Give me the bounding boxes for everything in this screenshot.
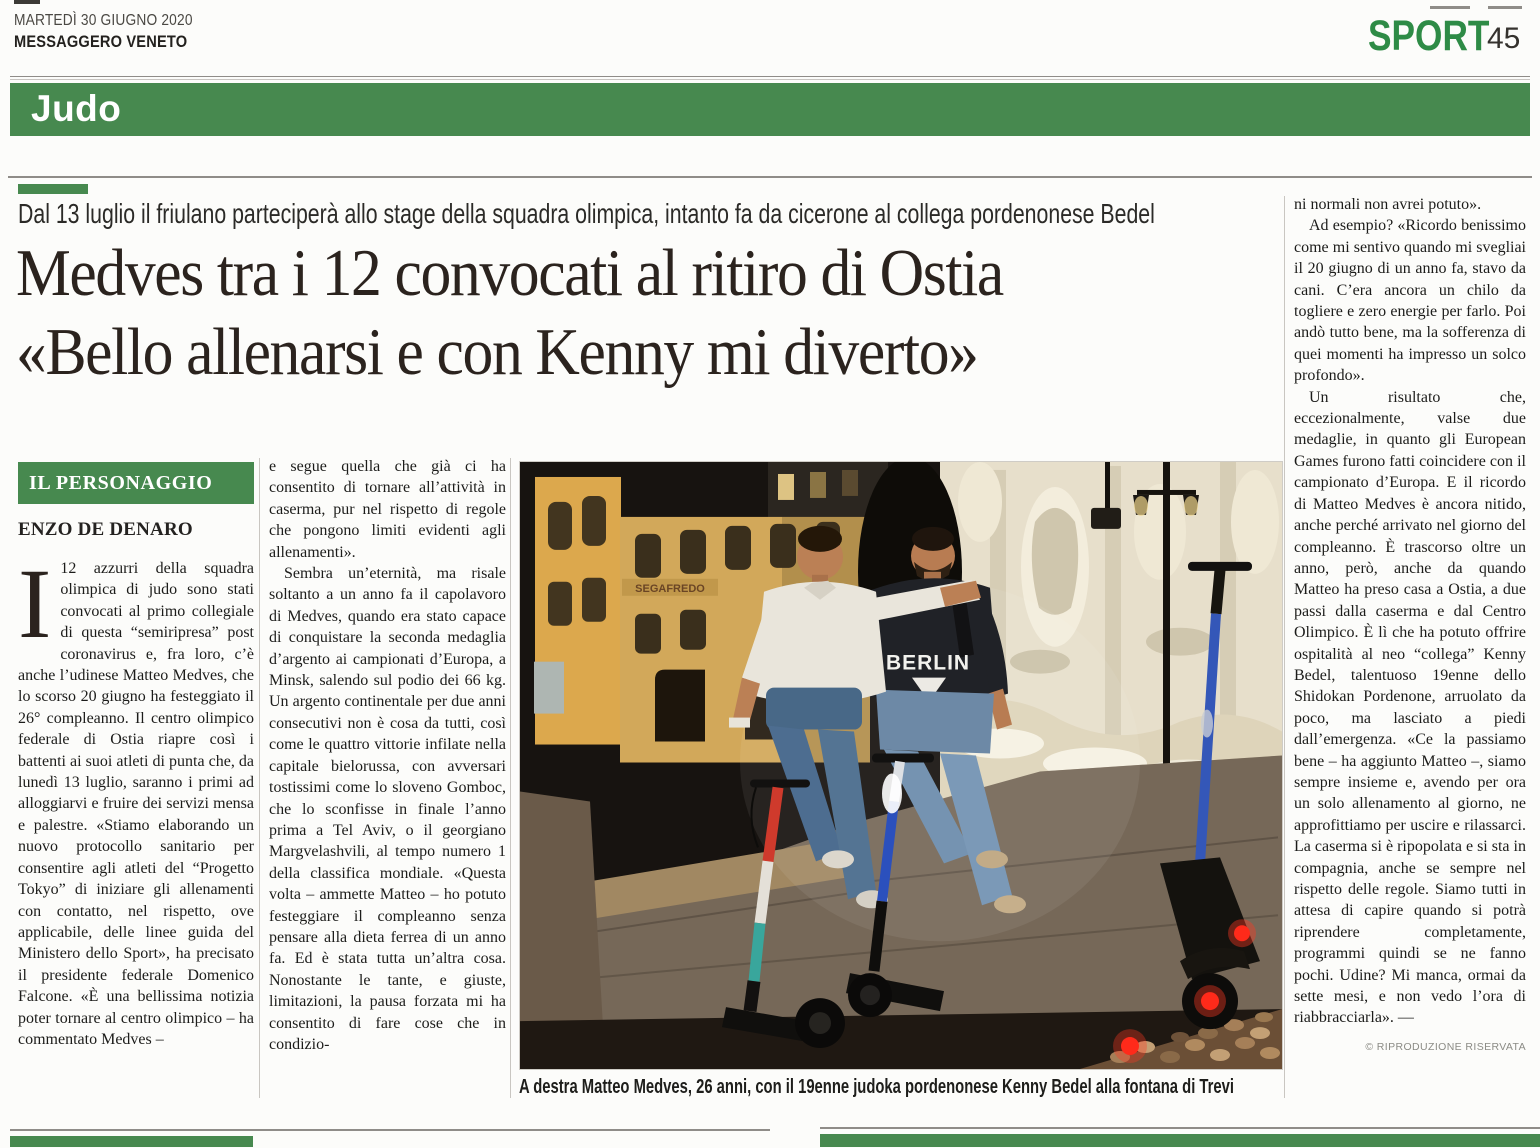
article-paragraph: Sembra un’eternità, ma risale soltanto a un anno fa il capolavoro di Medves, quando era stato capace di conquistare la seconda medaglia d’argento ai campionati d’Europa, a Minsk, salendo sul podio dei 66 kg. Un argento continentale per due anni consecutivi non è cosa da tutti, così come le quattro vittorie infilate nella capitale bielorussa, con avversari tostissimi come lo sloveno Gomboc, che lo sconfisse in finale l’anno prima a Tel Aviv, o il georgiano Margvelashvili, al tempo numero 1 della classifica mondiale. «Questa volta – ammette Matteo – ho potuto festeggiare il compleanno senza pensare alla dieta ferrea di un anno fa. Ed è stata tutta un’altra cosa. Nonostante le tante, e giuste, limitazioni, la pausa forzata mi ha consentito di fare cose che in condizio- (269, 565, 506, 1053)
photo-caption-text: A destra Matteo Medves, 26 anni, con il 19enne judoka pordenonese Kenny Bedel alla fontana di Trevi (519, 1076, 1234, 1098)
footer-band-right (820, 1134, 1540, 1147)
top-left-dash (14, 0, 40, 4)
mid-rule (8, 176, 1532, 178)
sport-rule (1430, 6, 1470, 9)
article-paragraph (18, 548, 254, 1050)
article-photo-frame (519, 461, 1283, 1070)
rubric-box (18, 462, 254, 504)
column-divider-1 (259, 458, 260, 1098)
header-rule-light (10, 79, 1530, 80)
section-band-title: Judo (31, 88, 122, 129)
footer-band-left (10, 1136, 253, 1147)
article-column-2 (269, 456, 506, 1116)
byline: ENZO DE DENARO (18, 519, 193, 540)
headline-line2: «Bello allenarsi e con Kenny mi diverto» (16, 315, 978, 389)
footer-rule-right (820, 1127, 1540, 1129)
shirt-text: BERLIN (885, 651, 971, 675)
masthead (14, 32, 215, 52)
article-photo (520, 462, 1282, 1069)
article-column-3 (1294, 194, 1526, 1128)
copyright-notice: © RIPRODUZIONE RISERVATA (1365, 1040, 1526, 1053)
date-line (14, 12, 222, 30)
column-divider-right (1284, 196, 1285, 1098)
drop-cap: I (18, 548, 52, 659)
page-number: 45 (1487, 22, 1521, 55)
headline (16, 234, 1089, 392)
pagenum-rule (1488, 6, 1522, 9)
kicker-dash (18, 184, 88, 194)
shop-sign-text: SEGAFREDO (635, 582, 705, 595)
headline-line1: Medves tra i 12 convocati al ritiro di Ostia (16, 236, 1003, 310)
kicker-text: Dal 13 luglio il friulano parteciperà allo stage della squadra olimpica, intanto fa da cicerone al collega pordenonese Bedel (18, 198, 1155, 229)
header-rule-dark (10, 76, 1530, 77)
footer-rule-left (10, 1129, 770, 1131)
section-band (10, 83, 1530, 136)
kicker (18, 198, 1514, 230)
date-line-text: MARTEDÌ 30 GIUGNO 2020 (14, 12, 193, 29)
article-paragraph: ni normali non avrei potuto». (1294, 196, 1482, 213)
paragraph-text: 12 azzurri della squadra olimpica di judo sono stati convocati al primo collegiale di questa “semiripresa” post coronavirus e, fra loro, c’è anche l’udinese Matteo Medves, che lo scorso 20 giugno ha festeggiato il 26° compleanno. Il centro olimpico federale di Ostia riapre così i battenti ai suoi atleti di punta che, da lunedì 13 luglio, saranno i primi ad alloggiarvi e fruire dei servizi mensa e palestre. «Stiamo elaborando un nuovo protocollo sanitario per consentire agli atleti del “Progetto Tokyo” di iniziare gli allenamenti con contatto, nel rispetto, ove applicabile, delle linee guida del Ministero dello Sport», ha precisato il presidente federale Domenico Falcone. «È una bellissima notizia poter tornare al centro olimpico – ha commentato Medves – (18, 560, 254, 1048)
column-divider-2 (510, 458, 511, 1098)
masthead-text: MESSAGGERO VENETO (14, 32, 188, 51)
rubric-label: IL PERSONAGGIO (29, 472, 213, 494)
article-paragraph: e segue quella che già ci ha consentito di tornare all’attività in caserma, pur nel rispetto di regole che pongono limiti evidenti agli allenamenti». (269, 458, 506, 561)
article-paragraph: Ad esempio? «Ricordo benissimo come mi sentivo quando mi svegliai il 20 giugno di un anno fa, stavo da cani. C’era ancora un chilo da togliere e zero energie per farlo. Poi andò tutto bene, ma la sofferenza di quei momenti ha impresso un solco profondo». (1294, 217, 1526, 385)
article-column-1 (18, 462, 254, 1112)
article-paragraph: Un risultato che, eccezionalmente, valse due medaglie, in quanto gli European Games furono fatti coincidere con il campionato d’Europa. E il ricordo di Matteo Medves è ancora nitido, anche perché arrivato nel giorno del compleanno. È trascorso oltre un anno, però, anche da quando Matteo ha preso casa a Ostia, a due passi dalla caserma e dal Centro Olimpico. È lì che ha potuto offrire ospitalità al neo “collega” Kenny Bedel, talentuoso 19enne dello Shidokan Pordenone, arruolato da poco, ma lasciato a piedi dall’emergenza. «Ce la passiamo bene – ha aggiunto Matteo –, siamo sempre insieme e, avendo per ora un solo allenamento al giorno, ne approfittiamo per uscire e rilassarci. La caserma si è ripopolata e si sta in compagnia, anche se sempre nel rispetto delle regole. Siamo tutti in attesa di capire quando si potrà riprendere completamente, programmi quindi se ne fanno pochi. Udine? Mi manca, ormai da sette mesi, e non vedo l’ora di riabbracciarla». — (1294, 388, 1526, 1027)
section-label-text: SPORT (1368, 12, 1490, 60)
